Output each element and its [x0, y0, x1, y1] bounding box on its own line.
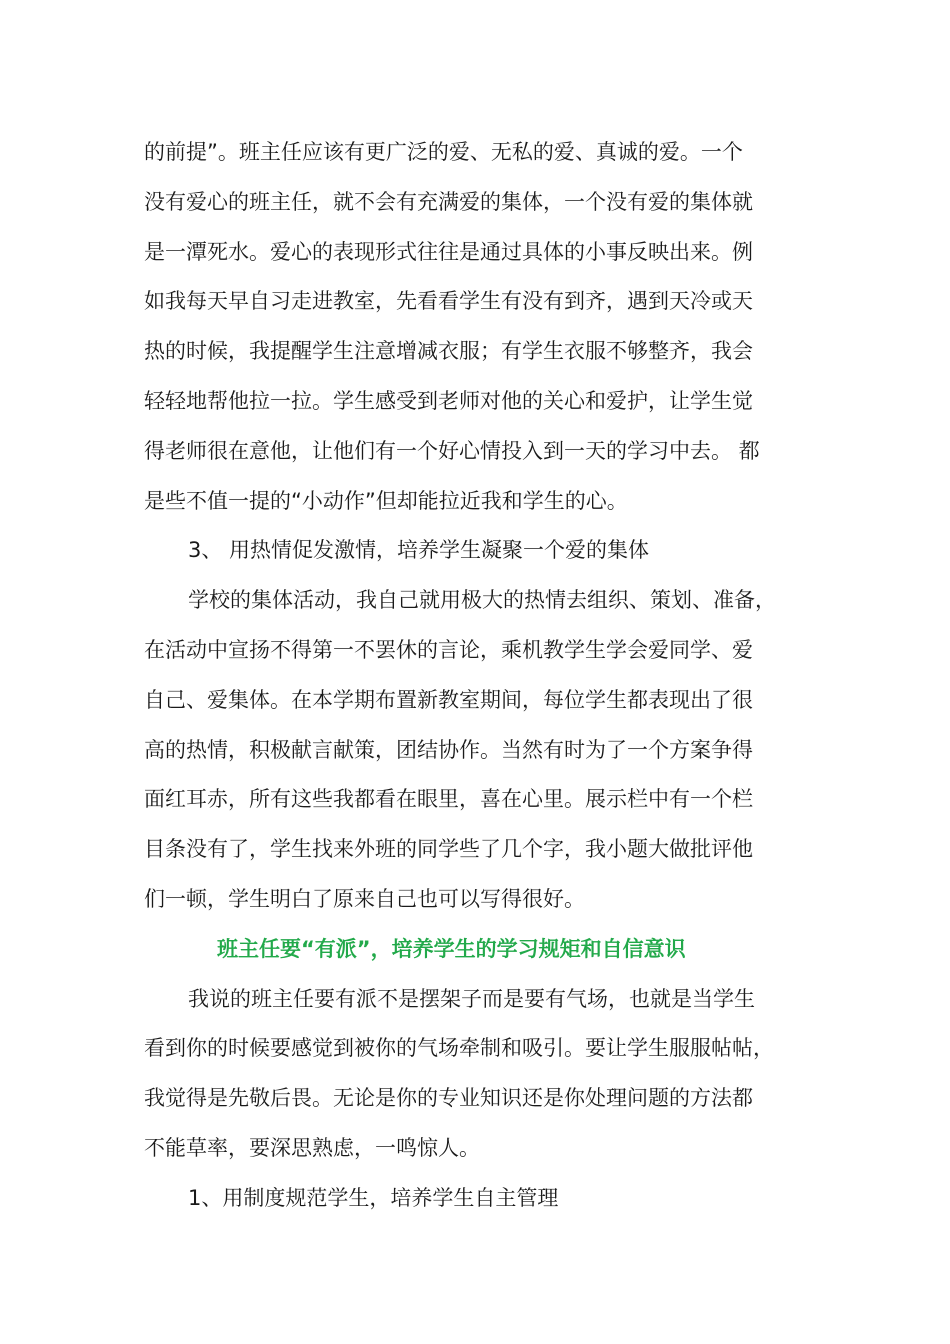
paragraph-line: 们一顿，学生明白了原来自己也可以写得很好。: [144, 886, 585, 911]
subheading-3: 3、 用热情促发激情，培养学生凝聚一个爱的集体: [188, 538, 650, 563]
document-page: [144, 128, 834, 1224]
paragraph-line: 如我每天早自习走进教室，先看看学生有没有到齐，遇到天冷或天: [144, 289, 753, 314]
paragraph-line: 轻轻地帮他拉一拉。学生感受到老师对他的关心和爱护，让学生觉: [144, 388, 753, 413]
subheading-1: 1、用制度规范学生，培养学生自主管理: [188, 1185, 559, 1210]
paragraph-line: 看到你的时候要感觉到被你的气场牵制和吸引。要让学生服服帖帖，: [144, 1036, 774, 1061]
paragraph-line: 高的热情，积极献言献策，团结协作。当然有时为了一个方案争得: [144, 737, 753, 762]
paragraph-line: 热的时候，我提醒学生注意增减衣服；有学生衣服不够整齐，我会: [144, 339, 753, 364]
paragraph-line: 面红耳赤，所有这些我都看在眼里，喜在心里。展示栏中有一个栏: [144, 787, 753, 812]
paragraph-line: 得老师很在意他，让他们有一个好心情投入到一天的学习中去。 都: [144, 438, 760, 463]
paragraph-line: 在活动中宣扬不得第一不罢休的言论，乘机教学生学会爱同学、爱: [144, 637, 753, 662]
paragraph-line: 我说的班主任要有派不是摆架子而是要有气场，也就是当学生: [188, 986, 755, 1011]
paragraph-line: 是些不值一提的“小动作”但却能拉近我和学生的心。: [144, 488, 628, 513]
paragraph-line: 的前提”。班主任应该有更广泛的爱、无私的爱、真诚的爱。一个: [144, 140, 743, 164]
section-heading: 班主任要“有派”，培养学生的学习规矩和自信意识: [217, 936, 686, 961]
paragraph-line: 没有爱心的班主任，就不会有充满爱的集体，一个没有爱的集体就: [144, 189, 753, 214]
paragraph-line: 不能草率，要深思熟虑，一鸣惊人。: [144, 1135, 480, 1160]
paragraph-line: 自己、爱集体。在本学期布置新教室期间，每位学生都表现出了很: [144, 687, 753, 712]
paragraph-line: 目条没有了，学生找来外班的同学些了几个字，我小题大做批评他: [144, 837, 753, 862]
paragraph-line: 是一潭死水。爱心的表现形式往往是通过具体的小事反映出来。例: [144, 239, 753, 264]
paragraph-line: 学校的集体活动，我自己就用极大的热情去组织、策划、准备，: [188, 588, 776, 613]
paragraph-line: 我觉得是先敬后畏。无论是你的专业知识还是你处理问题的方法都: [144, 1086, 753, 1111]
